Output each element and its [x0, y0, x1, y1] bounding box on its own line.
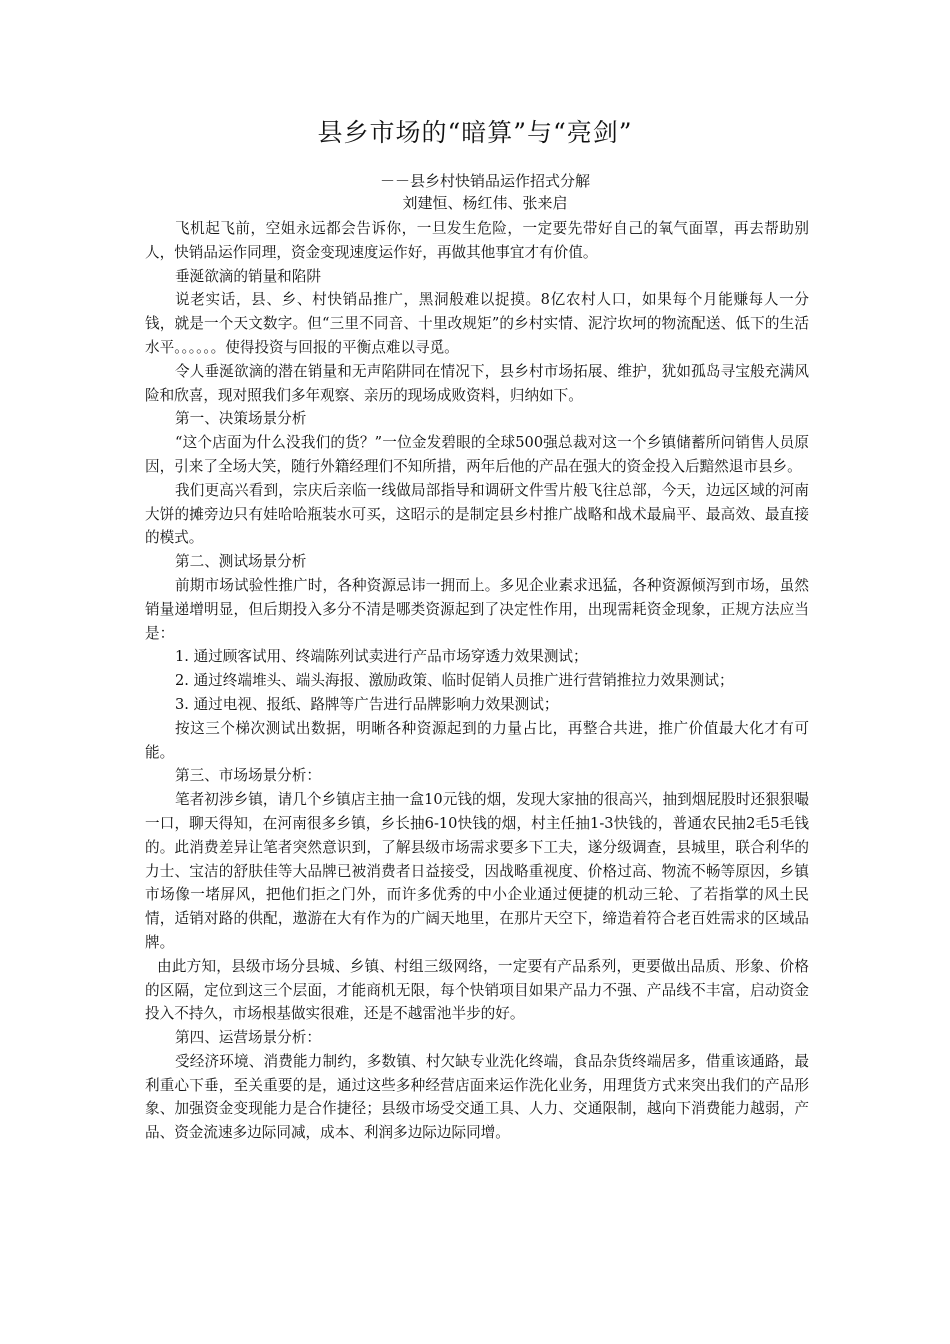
- paragraph: 我们更高兴看到，宗庆后亲临一线做局部指导和调研文件雪片般飞往总部，今天，边远区域的河南大饼的摊旁边只有娃哈哈瓶装水可买，这昭示的是制定县乡村推广战略和战术最扁平、最高效、最直接的模式。: [145, 481, 809, 547]
- paragraph: 由此方知，县级市场分县城、乡镇、村组三级网络，一定要有产品系列，更要做出品质、形象、价格的区隔，定位到这三个层面，才能商机无限，每个快销项目如果产品力不强、产品线不丰富，启动资金投入不持久，市场根基做实很难，还是不越雷池半步的好。: [145, 957, 809, 1023]
- list-item: 3. 通过电视、报纸、路牌等广告进行品牌影响力效果测试；: [175, 695, 559, 713]
- paragraph-intro: 飞机起飞前，空姐永远都会告诉你，一旦发生危险，一定要先带好自己的氧气面罩，再去帮助别人，快销品运作同理，资金变现速度运作好，再做其他事宜才有价值。: [145, 220, 809, 261]
- paragraph: 说老实话，县、乡、村快销品推广，黑洞般难以捉摸。8亿农村人口，如果每个月能赚每人一分钱，就是一个天文数字。但“三里不同音、十里改规矩”的乡村实情、泥泞坎坷的物流配送、低下的生活水平。。。。。。使得投资与回报的平衡点难以寻觅。: [145, 291, 809, 356]
- paragraph: 按这三个梯次测试出数据，明晰各种资源起到的力量占比，再整合共进，推广价值最大化才有可能。: [145, 719, 809, 761]
- section-heading-testing: 第二、测试场景分析: [175, 553, 307, 571]
- section-heading-market: 第三、市场场景分析：: [175, 767, 321, 785]
- paragraph: 笔者初涉乡镇，请几个乡镇店主抽一盒10元钱的烟，发现大家抽的很高兴，抽到烟屁股时还狠狠嘬一口，聊天得知，在河南很多乡镇，乡长抽6-10快钱的烟，村主任抽1-3快钱的，普通农民抽2毛5毛钱的。此消费差异让笔者突然意识到，了解县级市场需求要多下工夫，遂分级调查，县城里，联合利华的力士、宝洁的舒肤佳等大品牌已被消费者日益接受，因战略重视度、价格过高、物流不畅等原因，乡镇市场像一堵屏风，把他们拒之门外，而许多优秀的中小企业通过便捷的机动三轮、了若指掌的风土民情，适销对路的供配，遨游在大有作为的广阔天地里，在那片天空下，缔造着符合老百姓需求的区域品牌。: [145, 791, 809, 951]
- paragraph: 前期市场试验性推广时，各种资源忌讳一拥而上。多见企业素求迅猛，各种资源倾泻到市场，虽然销量递增明显，但后期投入多分不清是哪类资源起到了决定性作用，出现需耗资金现象，正规方法应当是：: [145, 576, 809, 642]
- paragraph: 令人垂涎欲滴的潜在销量和无声陷阱同在情况下，县乡村市场拓展、维护，犹如孤岛寻宝般充满风险和欣喜，现对照我们多年观察、亲历的现场成败资料，归纳如下。: [145, 362, 809, 404]
- document-title: 县乡市场的“暗算”与“亮剑”: [317, 118, 633, 147]
- document-body: [145, 217, 809, 1145]
- paragraph: 受经济环境、消费能力制约，多数镇、村欠缺专业洗化终端，食品杂货终端居多，借重该通路，最利重心下垂，至关重要的是，通过这些多种经营店面来运作洗化业务，用理货方式来突出我们的产品形象、加强资金变现能力是合作捷径；县级市场受交通工具、人力、交通限制，越向下消费能力越弱，产品、资金流速多边际同减，成本、利润多边际边际同增。: [145, 1052, 809, 1142]
- document-subtitle: －－县乡村快销品运作招式分解: [379, 172, 590, 190]
- section-heading-sales-trap: 垂涎欲滴的销量和陷阱: [175, 267, 321, 285]
- paragraph: “这个店面为什么没我们的货？”一位金发碧眼的全球500强总裁对这一个乡镇储蓄所问销售人员原因，引来了全场大笑，随行外籍经理们不知所措，两年后他的产品在强大的资金投入后黯然退市县乡。: [145, 434, 809, 475]
- section-heading-decision: 第一、决策场景分析: [175, 410, 307, 428]
- section-heading-operations: 第四、运营场景分析：: [175, 1029, 321, 1047]
- list-item: 1. 通过顾客试用、终端陈列试卖进行产品市场穿透力效果测试；: [175, 648, 588, 666]
- document-authors: 刘建恒、杨红伟、张来启: [402, 194, 568, 212]
- list-item: 2. 通过终端堆头、端头海报、激励政策、临时促销人员推广进行营销推拉力效果测试；: [175, 672, 734, 690]
